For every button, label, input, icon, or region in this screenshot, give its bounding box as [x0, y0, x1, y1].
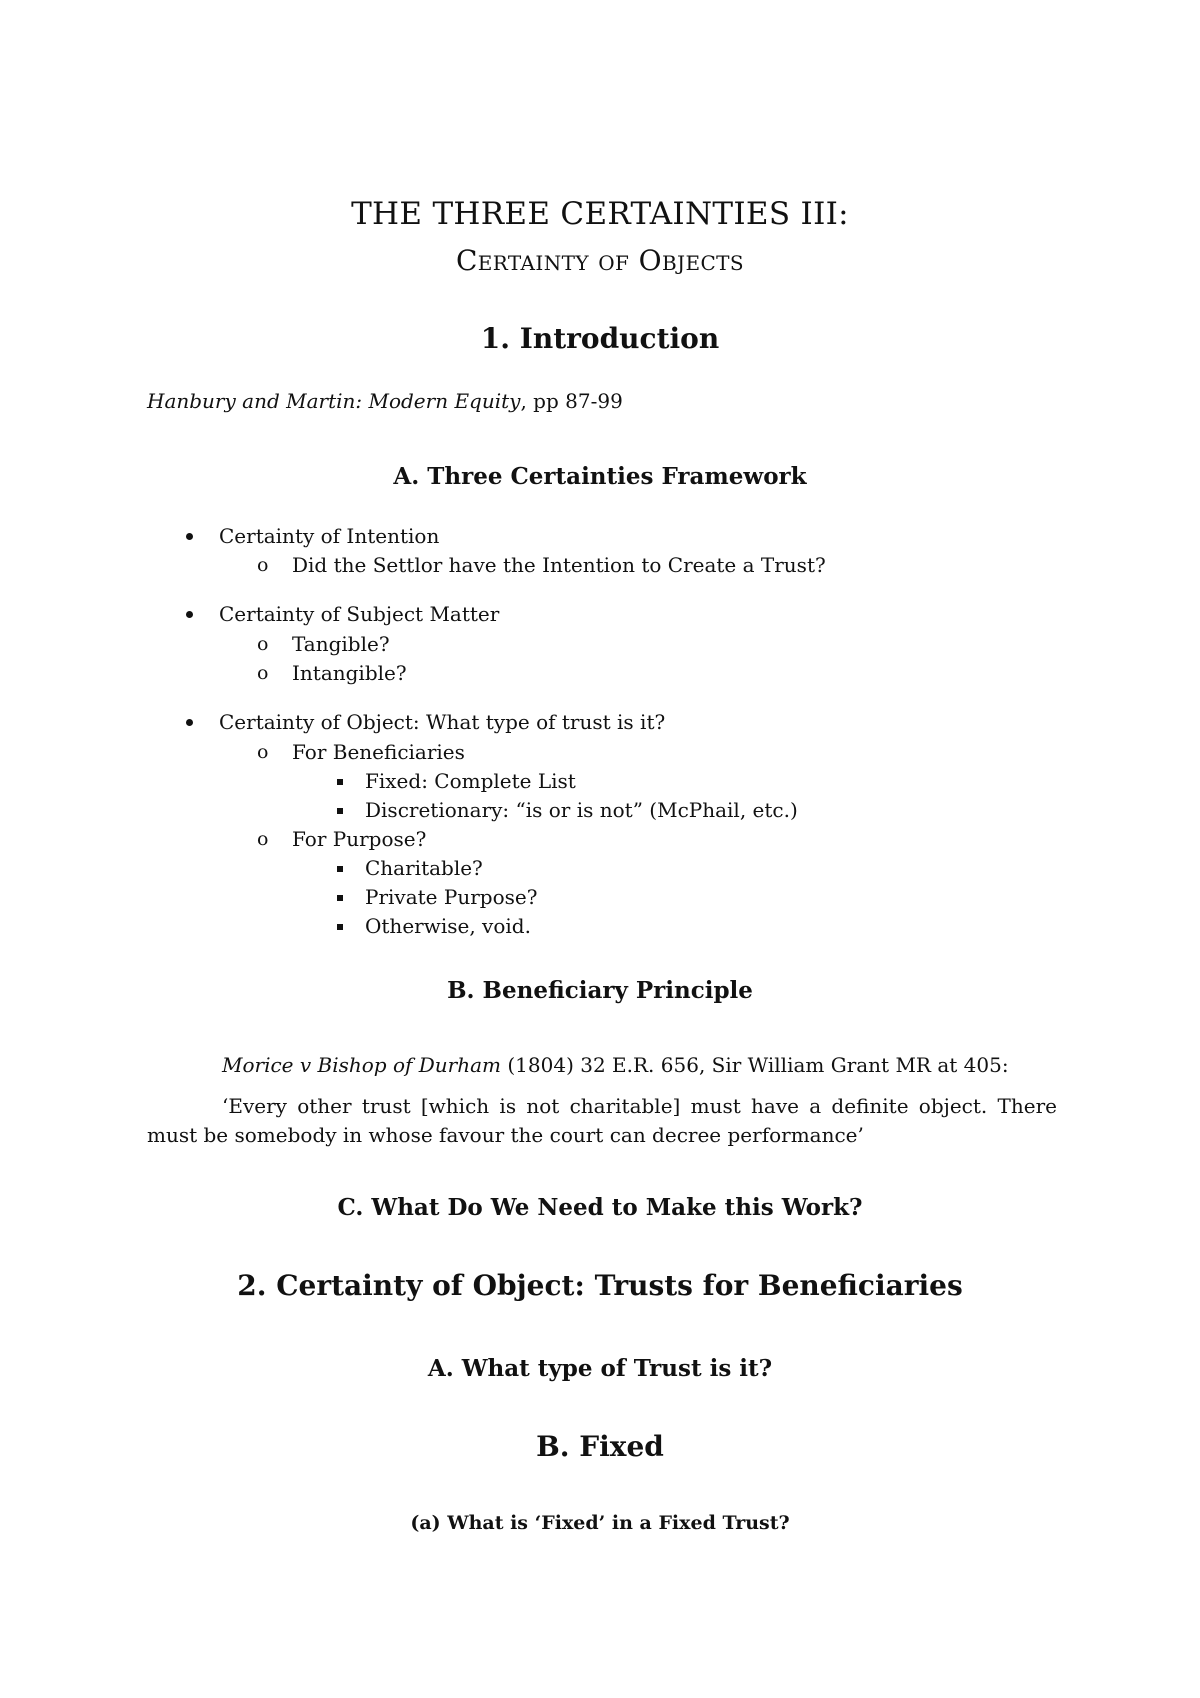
square-marker: [337, 866, 343, 872]
bullet-marker: [186, 719, 193, 726]
list-subsubitem: Charitable?: [365, 856, 483, 880]
section-2-subsection-b-heading: B. Fixed: [536, 1430, 664, 1463]
section-2-subsection-b-a-heading: (a) What is ‘Fixed’ in a Fixed Trust?: [410, 1512, 790, 1534]
list-item: Certainty of Subject Matter: [219, 602, 500, 626]
section-1-heading: 1. Introduction: [480, 322, 720, 355]
list-subitem: For Purpose?: [292, 827, 427, 851]
list-subitem: Tangible?: [292, 632, 390, 656]
list-subitem: For Beneficiaries: [292, 740, 465, 764]
case-citation: [222, 1053, 1009, 1077]
case-details: (1804) 32 E.R. 656, Sir William Grant MR at 405:: [501, 1053, 1009, 1077]
list-subitem: Did the Settlor have the Intention to Create a Trust?: [292, 553, 826, 577]
square-marker: [337, 924, 343, 930]
document-title: THE THREE CERTAINTIES III:: [351, 196, 849, 232]
bullet-marker: [186, 533, 193, 540]
reference-title: Hanbury and Martin: Modern Equity: [147, 389, 521, 413]
list-subsubitem: Discretionary: “is or is not” (McPhail, etc.): [365, 798, 798, 822]
reference-pages: , pp 87-99: [520, 389, 623, 413]
bullet-marker: [186, 611, 193, 618]
case-quote: ‘Every other trust [which is not charitable] must have a definite object. There must be somebody in whose favour the court can decree performance’: [147, 1094, 1057, 1147]
circle-marker: o: [257, 828, 269, 850]
square-marker: [337, 808, 343, 814]
list-subsubitem: Fixed: Complete List: [365, 769, 576, 793]
section-2-heading: 2. Certainty of Object: Trusts for Beneficiaries: [237, 1269, 963, 1302]
reading-reference: [147, 389, 623, 413]
document-subtitle: Certainty of Objects: [455, 244, 745, 277]
circle-marker: o: [257, 554, 269, 576]
subsection-b-heading: B. Beneficiary Principle: [447, 977, 753, 1004]
list-subsubitem: Otherwise, void.: [365, 914, 531, 938]
case-name: Morice v Bishop of Durham: [222, 1053, 502, 1077]
list-item: Certainty of Object: What type of trust is it?: [219, 710, 666, 734]
square-marker: [337, 779, 343, 785]
subsection-a-heading: A. Three Certainties Framework: [393, 463, 807, 490]
list-subsubitem: Private Purpose?: [365, 885, 538, 909]
section-2-subsection-a-heading: A. What type of Trust is it?: [427, 1355, 773, 1382]
circle-marker: o: [257, 633, 269, 655]
circle-marker: o: [257, 741, 269, 763]
circle-marker: o: [257, 662, 269, 684]
subsection-c-heading: C. What Do We Need to Make this Work?: [337, 1194, 863, 1221]
square-marker: [337, 895, 343, 901]
list-item: Certainty of Intention: [219, 524, 440, 548]
list-subitem: Intangible?: [292, 661, 407, 685]
